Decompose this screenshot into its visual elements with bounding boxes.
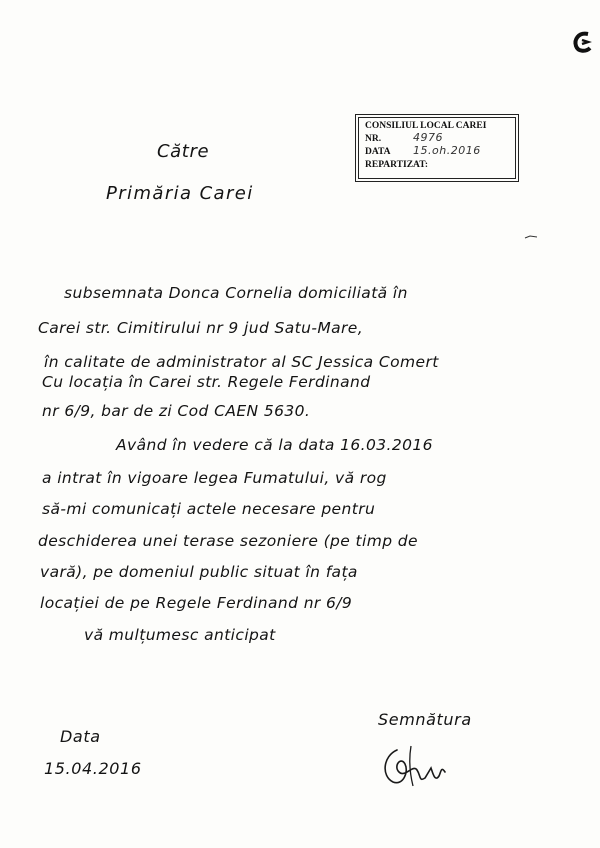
page-edge-mark (572, 30, 594, 54)
body-line: în calitate de administrator al SC Jessica Comert (44, 353, 439, 371)
body-line: deschiderea unei terase sezoniere (pe timp de (38, 532, 418, 550)
addressee-line-1: Către (157, 141, 210, 162)
registration-stamp (358, 117, 516, 179)
body-line: a intrat în vigoare legea Fumatului, vă rog (42, 469, 387, 487)
body-line: vară), pe domeniul public situat în fața (40, 563, 358, 581)
stamp-assigned-row (365, 159, 509, 172)
body-line: locației de pe Regele Ferdinand nr 6/9 (40, 594, 353, 612)
ink-mark (524, 234, 538, 240)
signature-label: Semnătura (378, 710, 472, 729)
body-line: Având în vedere că la data 16.03.2016 (116, 436, 433, 454)
stamp-assigned-label: REPARTIZAT: (365, 160, 429, 170)
stamp-nr-value: 4976 (413, 131, 443, 144)
body-line: Carei str. Cimitirului nr 9 jud Satu-Mare, (38, 319, 364, 337)
handwritten-signature (375, 742, 465, 792)
body-line: Cu locația în Carei str. Regele Ferdinand (42, 373, 371, 391)
date-value: 15.04.2016 (44, 759, 142, 778)
stamp-date-row (365, 146, 509, 159)
stamp-title: CONSILIUL LOCAL CAREI (365, 121, 487, 131)
body-line: vă mulțumesc anticipat (84, 626, 276, 644)
stamp-nr-label: NR. (365, 134, 382, 144)
body-line: nr 6/9, bar de zi Cod CAEN 5630. (42, 402, 311, 420)
body-line: să-mi comunicați actele necesare pentru (42, 500, 376, 518)
addressee-line-2: Primăria Carei (106, 183, 254, 204)
stamp-date-label: DATA (365, 147, 391, 157)
body-line: subsemnata Donca Cornelia domiciliată în (64, 284, 408, 302)
date-label: Data (60, 727, 101, 746)
stamp-date-value: 15.oh.2016 (413, 144, 481, 157)
